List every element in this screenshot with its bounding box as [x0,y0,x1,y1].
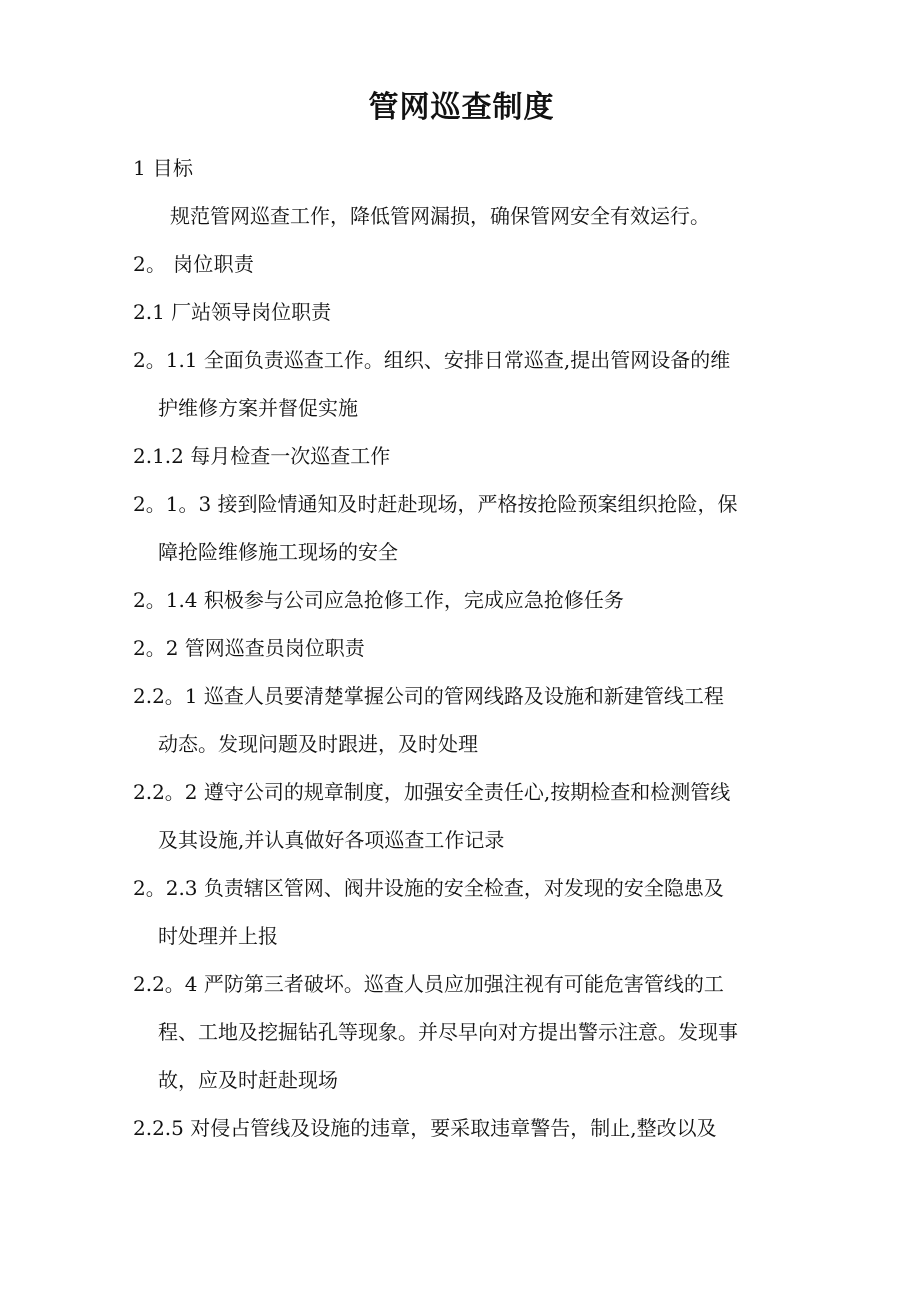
duty-item-2-1-1: 2。1.1 全面负责巡查工作。组织、安排日常巡查,提出管网设备的维 [133,348,731,372]
duty-item-2-1-3: 2。1。3 接到险情通知及时赶赴现场，严格按抢险预案组织抢险，保 [133,492,738,516]
duty-item-2-1-4: 2。1.4 积极参与公司应急抢修工作，完成应急抢修任务 [133,588,624,612]
duty-item-2-1-1-continuation: 护维修方案并督促实施 [158,396,358,420]
duty-item-2-2-5: 2.2.5 对侵占管线及设施的违章，要采取违章警告，制止,整改以及 [133,1116,717,1140]
duty-item-2-2-1: 2.2。1 巡查人员要清楚掌握公司的管网线路及设施和新建管线工程 [133,684,724,708]
duty-item-2-2-3: 2。2.3 负责辖区管网、阀井设施的安全检查，对发现的安全隐患及 [133,876,724,900]
section-heading-duties: 2。 岗位职责 [133,252,255,276]
duty-item-2-1-2: 2.1.2 每月检查一次巡查工作 [133,444,391,468]
duty-item-2-2-4: 2.2。4 严防第三者破坏。巡查人员应加强注视有可能危害管线的工 [133,972,724,996]
duty-item-2-1-3-continuation: 障抢险维修施工现场的安全 [158,540,398,564]
page-title: 管网巡查制度 [368,90,555,125]
subsection-heading-inspectors: 2。2 管网巡查员岗位职责 [133,636,365,660]
duty-item-2-2-4-continuation-2: 故，应及时赶赴现场 [158,1068,338,1092]
duty-item-2-2-2-continuation: 及其设施,并认真做好各项巡查工作记录 [158,828,505,852]
section-heading-goal: 1 目标 [133,156,194,180]
subsection-heading-station-leaders: 2.1 厂站领导岗位职责 [133,300,332,324]
duty-item-2-2-4-continuation-1: 程、工地及挖掘钻孔等现象。并尽早向对方提出警示注意。发现事 [158,1020,738,1044]
goal-paragraph: 规范管网巡查工作，降低管网漏损，确保管网安全有效运行。 [170,204,710,228]
duty-item-2-2-2: 2.2。2 遵守公司的规章制度，加强安全责任心,按期检查和检测管线 [133,780,731,804]
duty-item-2-2-1-continuation: 动态。发现问题及时跟进，及时处理 [158,732,478,756]
duty-item-2-2-3-continuation: 时处理并上报 [158,924,278,948]
